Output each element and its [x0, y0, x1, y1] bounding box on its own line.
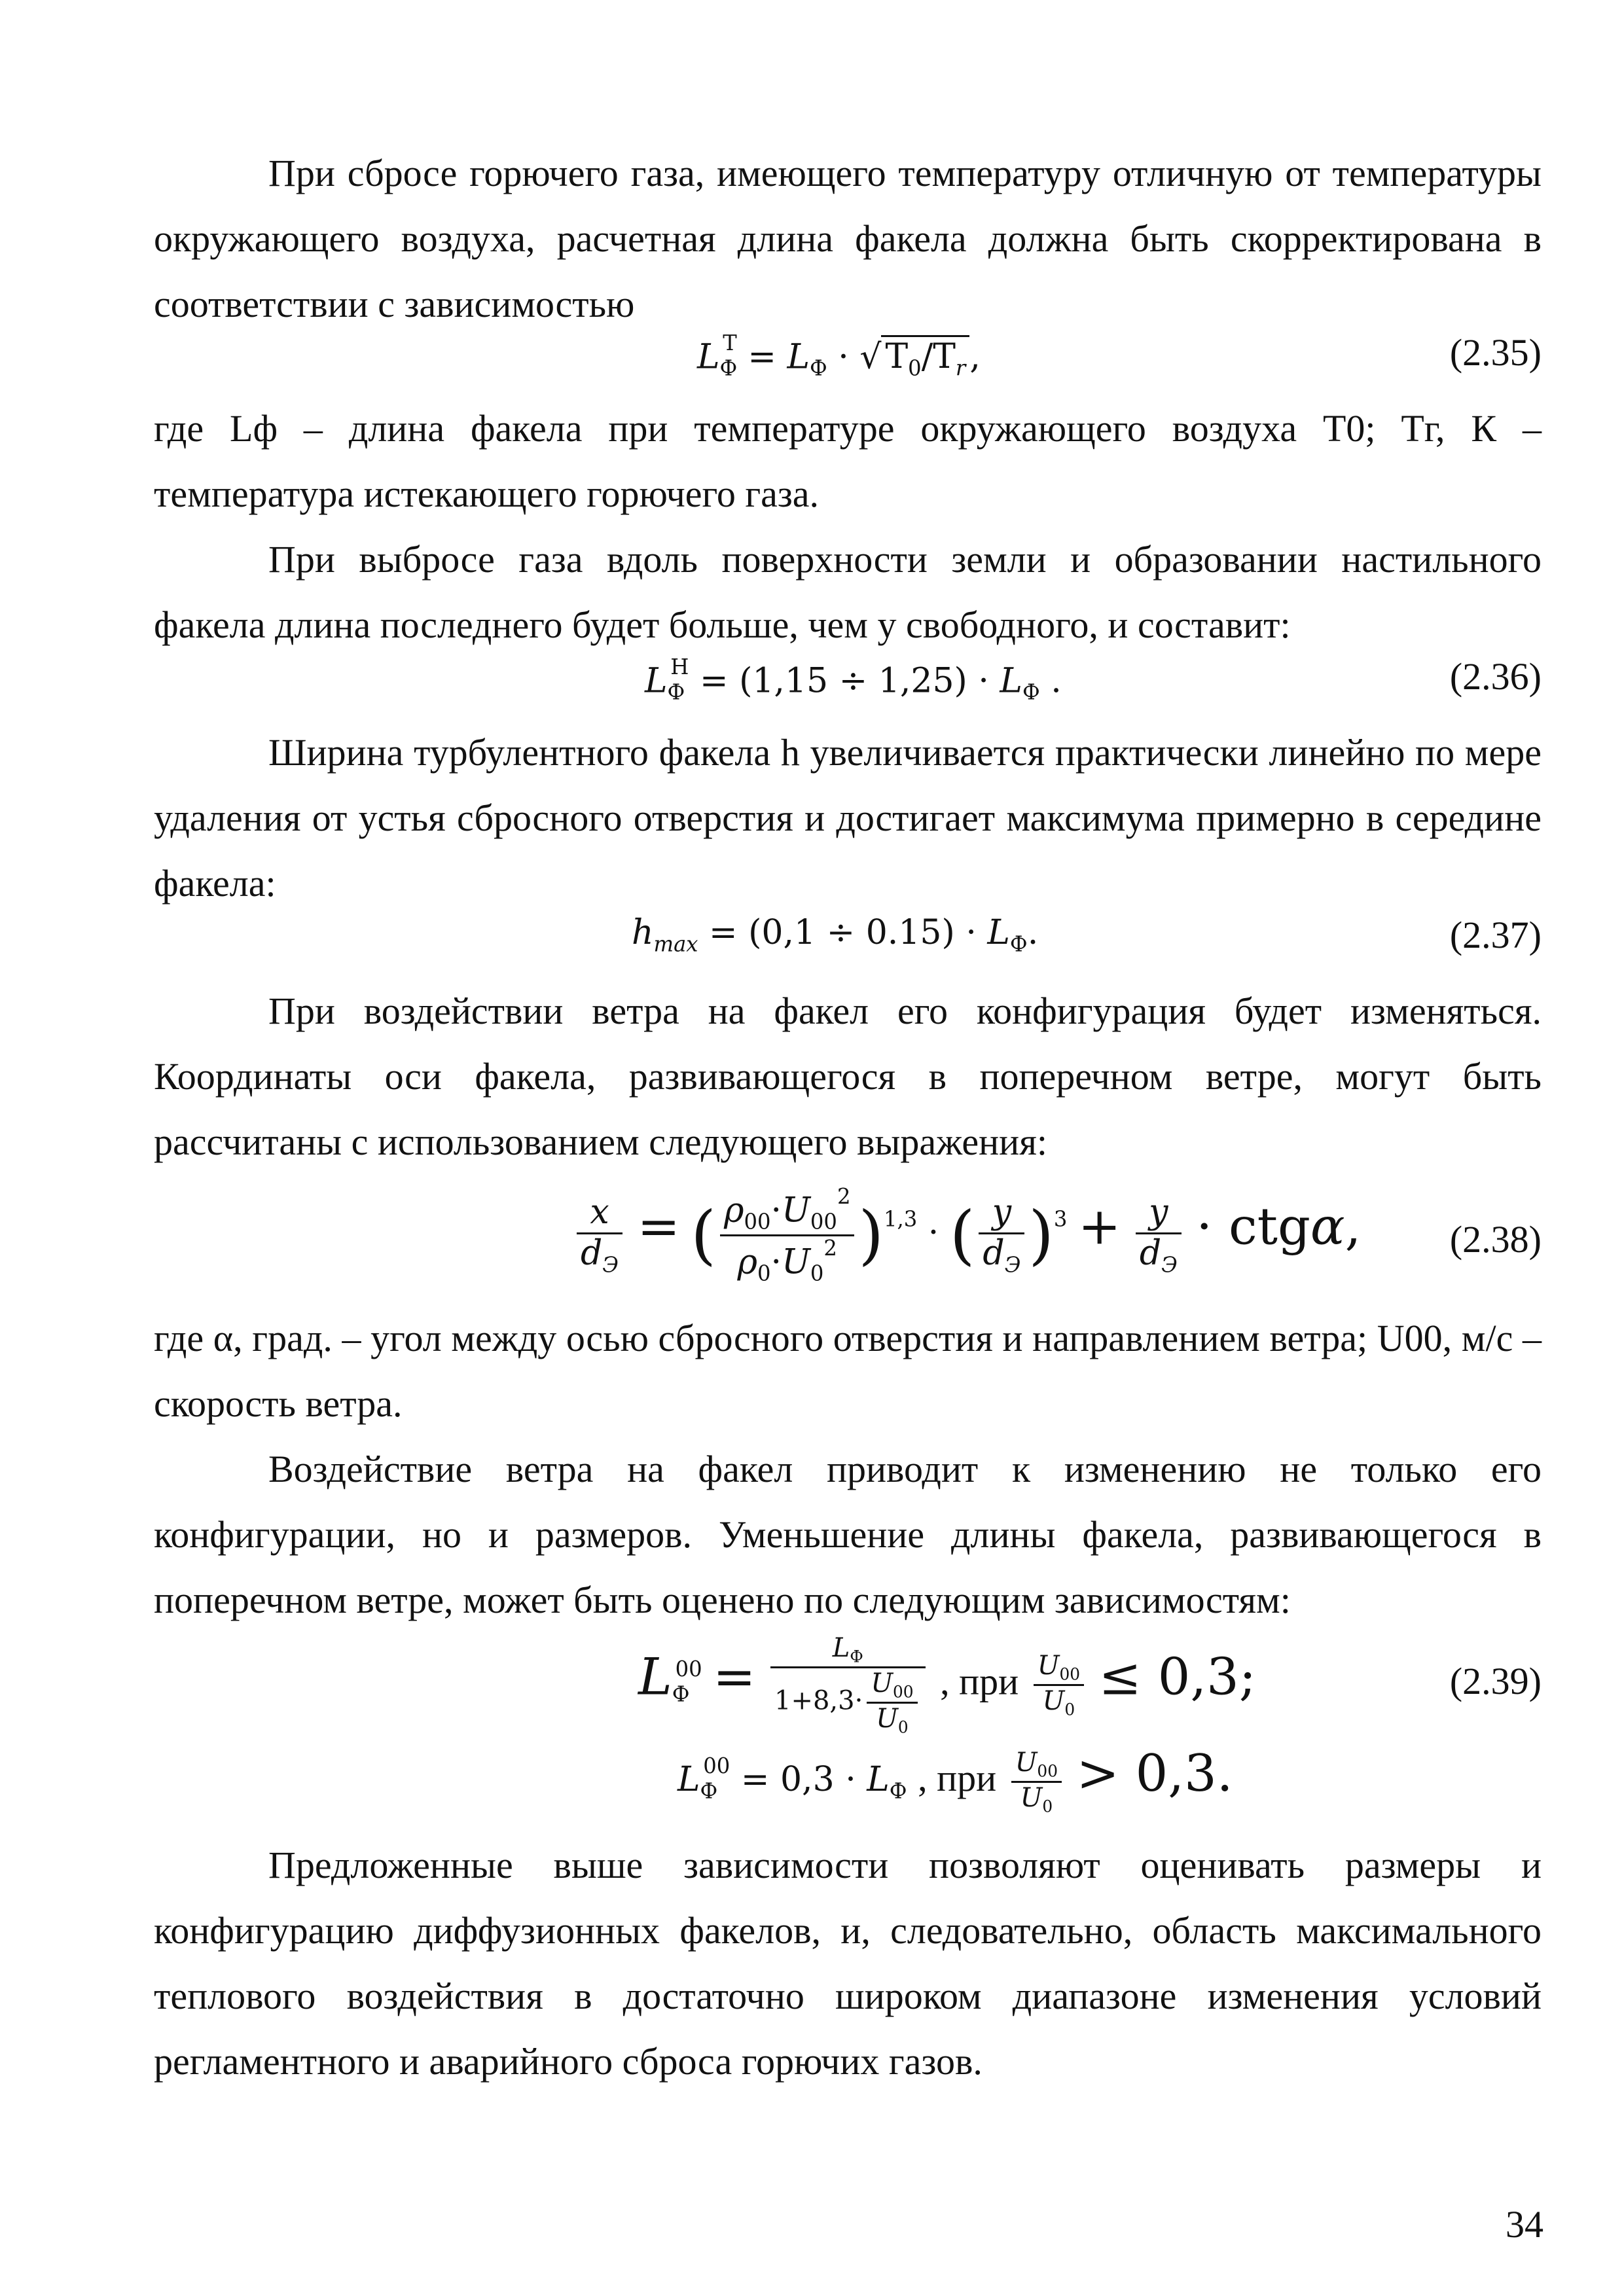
formula-2-36 [154, 655, 1542, 726]
paragraph-2: где Lф – длина факела при температуре окружающего воздуха T0; Tг, К – температура истекающего горючего газа. [154, 407, 1542, 515]
formula-2-39-coef: 1+8,3· [774, 1685, 863, 1716]
formula-2-39-cond-1: ≤ 0,3; [1098, 1647, 1257, 1707]
formula-2-37-body: $h_{max} = (0,1 \div 0.15) \cdot L_Ф$. [632, 913, 1039, 957]
paragraph-6: где α, град. – угол между осью сбросного отверстия и направлением ветра; U00, м/с – скорость ветра. [154, 1317, 1542, 1425]
formula-2-38 [154, 1178, 1542, 1309]
formula-2-39b-word: , при [918, 1757, 997, 1799]
formula-2-39b-cond-2: > 0,3. [1076, 1744, 1233, 1803]
formula-2-39b-body: $L_Ф^{00} = 0,3 \cdot L_Ф$ , при $\frac{U_{00}}{U_0}$ > 0,3. [677, 1744, 1233, 1816]
formula-2-35-number: (2.35) [1449, 331, 1542, 374]
formula-2-39b [154, 1744, 1542, 1823]
formula-2-36-range: (1,15 ÷ 1,25) [739, 661, 967, 701]
formula-2-39-word-1: , при [940, 1660, 1019, 1703]
formula-2-37-number: (2.37) [1449, 914, 1542, 956]
formula-2-38-cube: 3 [1053, 1206, 1068, 1232]
formula-2-39 [154, 1633, 1542, 1744]
paragraph-3: При выбросе газа вдоль поверхности земли и образовании настильного факела длина последнего будет больше, чем у свободного, и составит: [154, 538, 1542, 646]
formula-2-39-body: $L_Ф^{00}$ = $L_Ф$ 1+8,3· $\frac{U_{00}}{U_0}$ , при $\frac{U_{00}}{U_0}$ ≤ 0,3; [638, 1633, 1257, 1738]
formula-2-36-number: (2.36) [1449, 655, 1542, 698]
formula-2-39b-factor: 0,3 [780, 1760, 835, 1799]
formula-2-39-number: (2.39) [1449, 1660, 1542, 1702]
formula-2-35-body: $L_Ф^Т = L_Ф$ · √ $T_0/T_r$ , [697, 331, 981, 381]
formula-2-37-range: (0,1 ÷ 0.15) [748, 913, 955, 952]
formula-2-36-body: $L_Ф^Н = (1,15 \div 1,25) \cdot L_Ф$ . [645, 655, 1062, 705]
page-number: 34 [1506, 2203, 1543, 2246]
paragraph-8: Предложенные выше зависимости позволяют оценивать размеры и конфигурацию диффузионных факелов, и, следовательно, область максимального теплового воздействия в достаточно широком диапазоне изменения условий регламентного и аварийного сброса горючих газов. [154, 1844, 1542, 2083]
formula-2-37 [154, 913, 1542, 985]
paragraph-1: При сбросе горючего газа, имеющего температуру отличную от температуры окружающего воздуха, расчетная длина факела должна быть скорректирована в соответствии с зависимостью [154, 152, 1542, 325]
paragraph-7: Воздействие ветра на факел приводит к изменению не только его конфигурации, но и размеров. Уменьшение длины факела, развивающегося в поперечном ветре, может быть оценено по следующим зависимостям: [154, 1448, 1542, 1621]
formula-2-38-number: (2.38) [1449, 1218, 1542, 1261]
paragraph-4: Ширина турбулентного факела h увеличивается практически линейно по мере удаления от устья сбросного отверстия и достигает максимума примерно в середине факела: [154, 731, 1542, 905]
paragraph-5: При воздействии ветра на факел его конфигурация будет изменяться. Координаты оси факела, развивающегося в поперечном ветре, могут быть рассчитаны с использованием следующего выражения: [154, 990, 1542, 1163]
formula-2-35 [154, 331, 1542, 403]
formula-2-38-exp: 1,3 [884, 1206, 918, 1232]
formula-2-38-body: $\frac{x}{d_Э}$ = ( $\frac{\rho_{00}\cdot U_{00}^2}{\rho_0\cdot U_0^2}$ )$^{1,3}$ · ( $\frac{y}{d_Э}$ )$^3$ + $\frac{y}{d_Э}$ · ctgα, [573, 1185, 1361, 1285]
